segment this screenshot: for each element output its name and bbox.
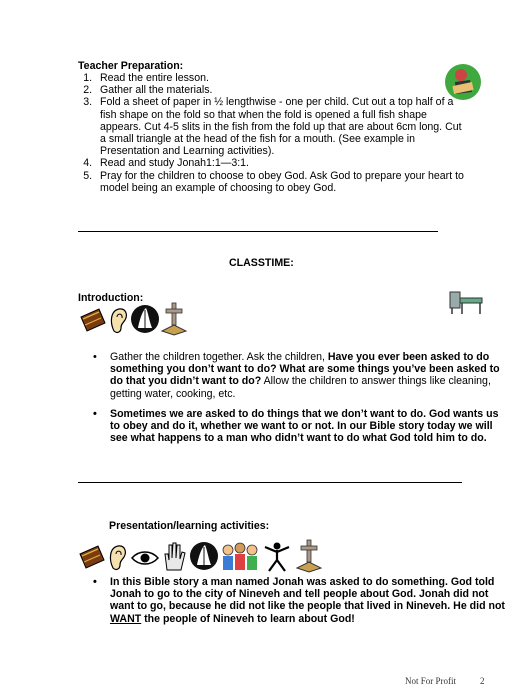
children-group-icon xyxy=(220,541,260,573)
intro-bullet-question: Have you ever been asked to do something you don’t want to do? What are some things you’ve been asked to do that you didn’t want to do? xyxy=(110,351,500,388)
hand-icon xyxy=(161,540,187,572)
presentation-bullet-emphasis: WANT xyxy=(110,612,142,625)
prep-step: 5. Pray for the children to choose to obey God. Ask God to prepare your heart to model being an example of choosing to obey God. xyxy=(95,170,467,194)
prep-step: 4. Read and study Jonah1:1—3:1. xyxy=(95,157,467,169)
ear-icon xyxy=(107,542,129,572)
school-desk-icon xyxy=(446,288,486,316)
ear-icon xyxy=(108,305,130,335)
presentation-bullets xyxy=(90,576,510,633)
intro-bullet: • Sometimes we are asked to do things that we don’t want to do. God wants us to obey and do it, whether we want to or not. In our Bible story today we will see what happens to a man who didn’t want to do what God told him to do. xyxy=(110,408,510,445)
teacher-reading-icon xyxy=(444,62,482,102)
prep-heading: Teacher Preparation: xyxy=(78,60,184,72)
prep-step: 1. Read the entire lesson. xyxy=(95,72,467,84)
page-number: 2 xyxy=(480,676,485,686)
presentation-bullet xyxy=(110,576,510,625)
prep-step: 2. Gather all the materials. xyxy=(95,84,467,96)
cross-on-bible-icon xyxy=(295,538,323,574)
intro-heading: Introduction: xyxy=(78,292,144,304)
eye-icon xyxy=(130,548,160,568)
presentation-heading: Presentation/learning activities: xyxy=(109,520,270,532)
footer-text: Not For Profit xyxy=(405,676,457,686)
prep-steps xyxy=(78,72,467,194)
bible-icon xyxy=(79,305,107,335)
bible-icon xyxy=(78,542,106,572)
praying-hands-icon xyxy=(189,539,219,573)
intro-bullets xyxy=(90,351,510,452)
presentation-bullet-text: In this Bible story a man named Jonah was asked to do something. God told Jonah to go to the city of Nineveh and tell people about God. Jonah did not want to go, because he did not like the people that lived in Nineveh. He did not xyxy=(110,576,505,613)
praying-hands-icon xyxy=(130,302,160,336)
presentation-bullet-text-end: the people of Nineveh to learn about God! xyxy=(141,612,355,625)
classtime-title: CLASSTIME: xyxy=(229,257,294,269)
cross-on-bible-icon xyxy=(160,301,188,337)
intro-bullet-lead: Gather the children together. Ask the children, xyxy=(110,351,328,363)
intro-bullet-tail: Allow the children to answer things like cleaning, getting water, cooking, etc. xyxy=(110,375,491,400)
divider xyxy=(78,231,438,232)
prep-step: 3. Fold a sheet of paper in ½ lengthwise - one per child. Cut out a top half of a fish shape on the fold so that when the fold is opened a full fish shape appears. Cut 4-5 slits in the fish from the fold up that are about 6cm long. Cut a small triangle at the head of the fish for a mouth. (See example in Presentation and Learning activities). xyxy=(95,96,467,157)
stretching-person-icon xyxy=(261,541,293,573)
divider xyxy=(78,482,462,483)
intro-bullet xyxy=(110,351,510,400)
